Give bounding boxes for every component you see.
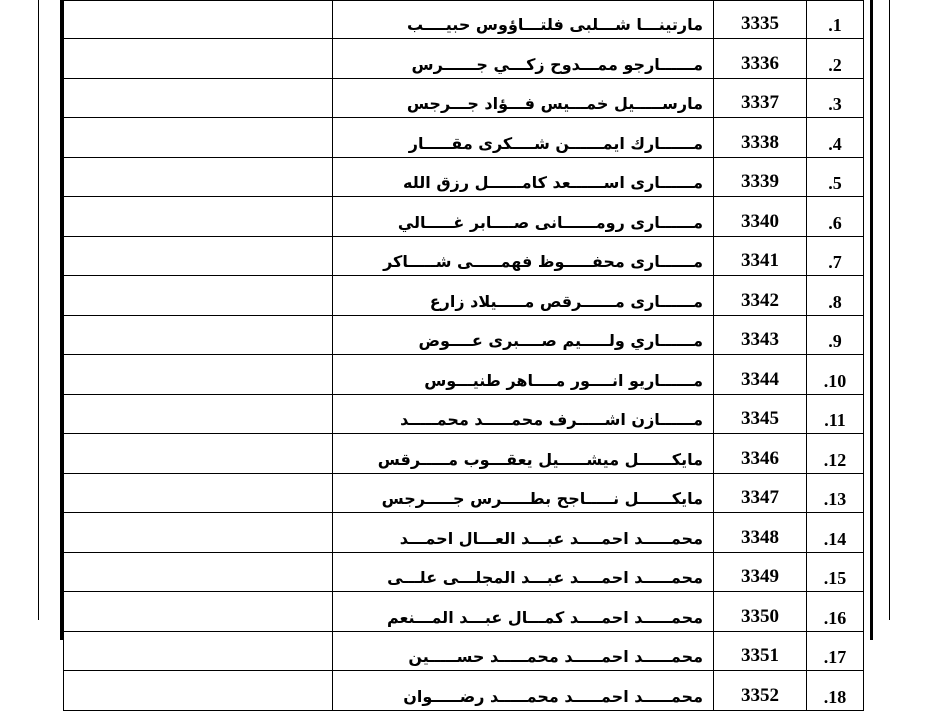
table-row (64, 631, 864, 671)
blank-cell (64, 394, 333, 434)
student-name-cell: محمـــــد احمــــد كمـــال عبـــد المـــنعم (333, 592, 714, 632)
seat-number-cell: 3340 (714, 197, 807, 237)
seat-number-cell: 3348 (714, 513, 807, 553)
blank-cell (64, 552, 333, 592)
student-name-cell: مــــــارى اســــــعد كامــــــل رزق الله (333, 157, 714, 197)
table-row (64, 355, 864, 395)
blank-cell (64, 157, 333, 197)
row-index-cell: .5 (807, 157, 864, 197)
table-row (64, 78, 864, 118)
student-name-cell: محمـــــد احمــــد عبـــد المجلـــى علـــى (333, 552, 714, 592)
row-index-cell: .6 (807, 197, 864, 237)
student-name-cell: مــــــازن اشـــــرف محمـــــد محمـــــد (333, 394, 714, 434)
row-index-cell: .11 (807, 394, 864, 434)
seat-number-cell: 3336 (714, 39, 807, 79)
table-row (64, 39, 864, 79)
student-name-cell: مــــــارى رومــــــانى صــــابر غـــــالي (333, 197, 714, 237)
seat-number-cell: 3343 (714, 315, 807, 355)
row-index-cell: .8 (807, 276, 864, 316)
table-row (64, 276, 864, 316)
table-row (64, 513, 864, 553)
row-index-cell: .7 (807, 236, 864, 276)
blank-cell (64, 355, 333, 395)
blank-cell (64, 197, 333, 237)
blank-cell (64, 118, 333, 158)
blank-cell (64, 513, 333, 553)
seat-number-cell: 3344 (714, 355, 807, 395)
table-row (64, 552, 864, 592)
row-index-cell: .14 (807, 513, 864, 553)
page-right-rule (889, 0, 890, 620)
student-name-cell: محمـــــد احمــــد عبـــد العـــال احمـــد (333, 513, 714, 553)
seat-number-cell: 3338 (714, 118, 807, 158)
row-index-cell: .18 (807, 671, 864, 711)
seat-number-cell: 3347 (714, 473, 807, 513)
seat-number-cell: 3335 (714, 1, 807, 39)
row-index-cell: .4 (807, 118, 864, 158)
student-name-cell: محمـــــد احمـــــد محمـــــد حســـــين (333, 631, 714, 671)
table-row (64, 473, 864, 513)
student-name-cell: مارتينـــا شـــلبى فلتـــاؤوس حبيــــب (333, 1, 714, 39)
seat-number-cell: 3351 (714, 631, 807, 671)
table-row (64, 671, 864, 711)
table-row (64, 157, 864, 197)
seat-number-cell: 3339 (714, 157, 807, 197)
row-index-cell: .13 (807, 473, 864, 513)
blank-cell (64, 78, 333, 118)
table-row (64, 1, 864, 39)
blank-cell (64, 434, 333, 474)
student-name-cell: مــــــاري ولـــــيم صــــبرى عــــوض (333, 315, 714, 355)
student-name-cell: مــــــارك ايمــــــن شــــكرى مقـــــار (333, 118, 714, 158)
seat-number-cell: 3337 (714, 78, 807, 118)
student-name-cell: مارســـــيل خمـــيس فـــؤاد جـــرجس (333, 78, 714, 118)
row-index-cell: .9 (807, 315, 864, 355)
row-index-cell: .1 (807, 1, 864, 39)
seat-number-cell: 3341 (714, 236, 807, 276)
student-name-cell: مــــــاريو انــــور مــــاهر طنيـــوس (333, 355, 714, 395)
student-roster-table (63, 0, 864, 711)
row-index-cell: .10 (807, 355, 864, 395)
student-name-cell: مــــــارى محفـــــوظ فهمـــــى شـــــاكر (333, 236, 714, 276)
blank-cell (64, 631, 333, 671)
blank-cell (64, 592, 333, 632)
student-name-cell: محمـــــد احمـــــد محمـــــد رضـــــوان (333, 671, 714, 711)
blank-cell (64, 473, 333, 513)
seat-number-cell: 3352 (714, 671, 807, 711)
seat-number-cell: 3350 (714, 592, 807, 632)
blank-cell (64, 1, 333, 39)
row-index-cell: .3 (807, 78, 864, 118)
table-row (64, 118, 864, 158)
table-row (64, 394, 864, 434)
table-row (64, 592, 864, 632)
table-row (64, 236, 864, 276)
table-row (64, 315, 864, 355)
blank-cell (64, 236, 333, 276)
seat-number-cell: 3342 (714, 276, 807, 316)
row-index-cell: .17 (807, 631, 864, 671)
seat-number-cell: 3349 (714, 552, 807, 592)
blank-cell (64, 315, 333, 355)
seat-number-cell: 3346 (714, 434, 807, 474)
row-index-cell: .16 (807, 592, 864, 632)
page-left-rule (38, 0, 39, 620)
seat-number-cell: 3345 (714, 394, 807, 434)
student-name-cell: مــــــارى مــــــرقص مـــــيلاد زارع (333, 276, 714, 316)
row-index-cell: .12 (807, 434, 864, 474)
table-row (64, 197, 864, 237)
student-name-cell: مايكــــــل نـــــاجح بطـــــرس جـــــرجس (333, 473, 714, 513)
row-index-cell: .2 (807, 39, 864, 79)
student-name-cell: مــــــارجو ممـــدوح زكـــي جــــــرس (333, 39, 714, 79)
table-row (64, 434, 864, 474)
student-name-cell: مايكــــــل ميشـــــيل يعقـــوب مـــــرقس (333, 434, 714, 474)
blank-cell (64, 671, 333, 711)
blank-cell (64, 39, 333, 79)
row-index-cell: .15 (807, 552, 864, 592)
blank-cell (64, 276, 333, 316)
